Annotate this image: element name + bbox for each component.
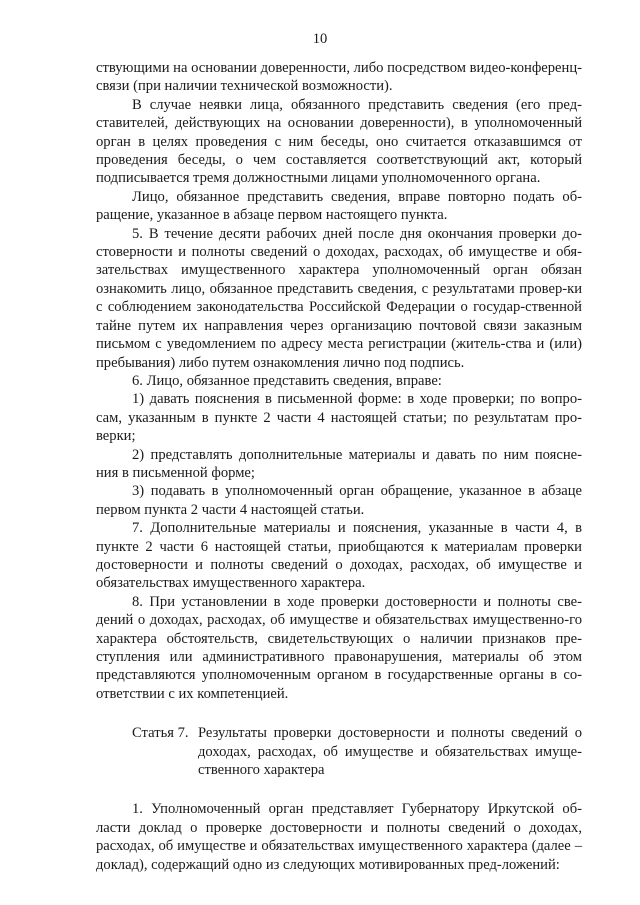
- document-body: [96, 59, 582, 874]
- article-heading: [96, 724, 582, 779]
- article-label: Статья 7.: [132, 725, 189, 742]
- article-title: Результаты проверки достоверности и полноты сведений о доходах, расходах, об имуществе и обязательствах имуще-ственного характера: [198, 725, 582, 779]
- paragraph-nonappearance: В случае неявки лица, обязанного представить сведения (его пред-ставителей, действующих на основании доверенности), в уполномоченный орган в целях проведения с ним беседы, оно считается отказавшимся от проведения беседы, о чем составляется соответствующий акт, который подписывается тремя должностными лицами уполномоченного органа.: [96, 96, 582, 187]
- paragraph-item-6: 6. Лицо, обязанное представить сведения, вправе:: [132, 372, 442, 389]
- paragraph-repeat-request: Лицо, обязанное представить сведения, вправе повторно подать об-ращение, указанное в абзаце первом настоящего пункта.: [96, 188, 582, 224]
- paragraph-item-6-1: 1) давать пояснения в письменной форме: в ходе проверки; по вопро-сам, указанным в пункте 2 части 4 настоящей статьи; по результатам про-верки;: [96, 391, 582, 445]
- paragraph-continuation: ствующими на основании доверенности, либо посредством видео-конференц-связи (при наличии технической возможности).: [96, 60, 583, 95]
- paragraph-article-7-item-1: 1. Уполномоченный орган представляет Губернатору Иркутской об-ласти доклад о проверке достоверности и полноты сведений о доходах, расходах, об имуществе и обязательствах имущественного характера (далее – доклад), содержащий одно из следующих мотивированных пред-ложений:: [96, 801, 582, 873]
- page-number: 10: [312, 31, 328, 47]
- paragraph-item-5: 5. В течение десяти рабочих дней после дня окончания проверки до-стоверности и полноты сведений о доходах, расходах, об имуществе и обя-зательствах имущественного характера уполномоченный орган обязан ознакомить лицо, обязанное представить сведения, с результатами провер-ки с соблюдением законодательства Российской Федерации о государ-ственной тайне путем их направления через организацию почтовой связи заказным письмом с уведомлением по адресу места регистрации (житель-ства и (или) пребывания) либо путем ознакомления лично под подпись.: [96, 225, 582, 371]
- paragraph-item-6-3: 3) подавать в уполномоченный орган обращение, указанное в абзаце первом пункта 2 части 4 настоящей статьи.: [96, 483, 582, 518]
- paragraph-item-7: 7. Дополнительные материалы и пояснения, указанные в части 4, в пункте 2 части 6 настоящей статьи, приобщаются к материалам проверки достоверности и полноты сведений о доходах, расходах, об имуществе и обязательствах имущественного характера.: [96, 520, 582, 592]
- paragraph-item-8: 8. При установлении в ходе проверки достоверности и полноты све-дений о доходах, расходах, об имуществе и обязательствах имущественно-го характера обстоятельств, свидетельствующих о наличии признаков пре-ступления или административного правонарушения, материалы об этом представляются уполномоченным органом в государственные органы в со-ответствии с их компетенцией.: [96, 593, 582, 702]
- paragraph-item-6-2: 2) представлять дополнительные материалы и давать по ним поясне-ния в письменной форме;: [96, 446, 582, 481]
